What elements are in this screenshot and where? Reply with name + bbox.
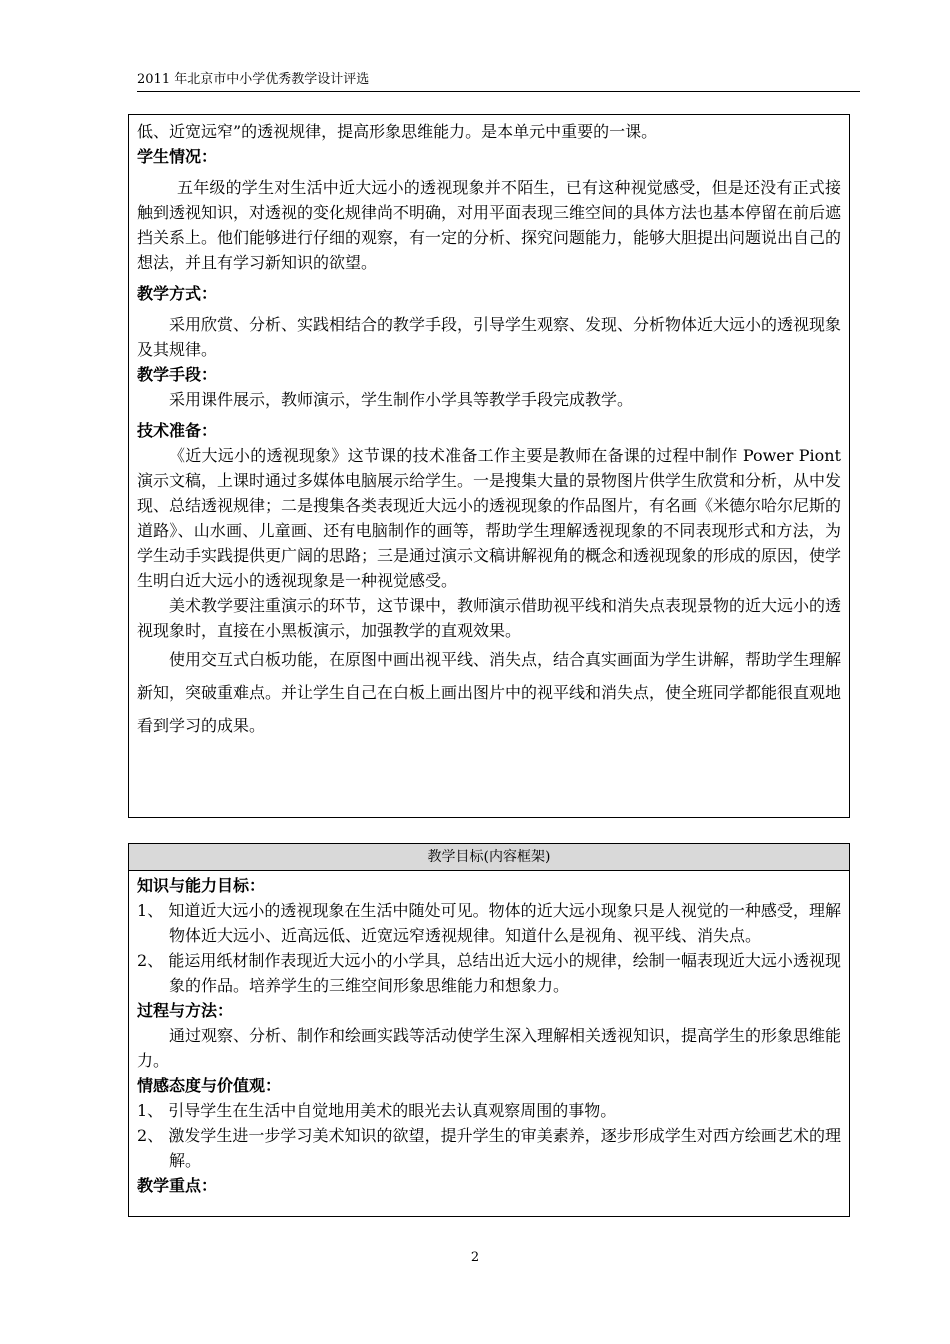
tech-preparation-text-1: 《近大远小的透视现象》这节课的技术准备工作主要是教师在备课的过程中制作 Power Piont 演示文稿，上课时通过多媒体电脑展示给学生。一是搜集大量的景物图片供学生欣赏和分析，从中发现、总结透视规律；二是搜集各类表现近大远小的透视现象的作品图片，有名画《米德尔哈尔尼斯的道路》、山水画、儿童画、还有电脑制作的画等，帮助学生理解透视现象的不同表现形式和方法，为学生动手实践提供更广阔的思路；三是通过演示文稿讲解视角的概念和透视现象的形成的原因，使学生明白近大远小的透视现象是一种视觉感受。 (137, 446, 842, 590)
teaching-method-text: 采用欣赏、分析、实践相结合的教学手段，引导学生观察、发现、分析物体近大远小的透视现象及其规律。 (137, 315, 842, 359)
teaching-key-heading: 教学重点： (137, 1176, 218, 1195)
knowledge-item-2: 2、 能运用纸材制作表现近大远小的小学具，总结出近大远小的规律，绘制一幅表现近大远小透视现象的作品。培养学生的三维空间形象思维能力和想象力。 (137, 951, 841, 995)
knowledge-ability-heading: 知识与能力目标： (137, 876, 266, 895)
teaching-goals-title: 教学目标(内容框架) (129, 844, 849, 871)
emotion-values-heading: 情感态度与价值观： (137, 1076, 282, 1095)
emotion-item-1: 1、 引导学生在生活中自觉地用美术的眼光去认真观察周围的事物。 (137, 1101, 617, 1120)
student-situation-text: 五年级的学生对生活中近大远小的透视现象并不陌生，已有这种视觉感受，但是还没有正式接触到透视知识，对透视的变化规律尚不明确，对用平面表现三维空间的具体方法也基本停留在前后遮挡关系上。他们能够进行仔细的观察，有一定的分析、探究问题能力，能够大胆提出问题说出自己的想法，并且有学习新知识的欲望。 (137, 178, 842, 272)
teaching-goals-box (128, 843, 850, 1217)
teaching-method-heading: 教学方式： (137, 284, 218, 303)
student-situation-heading: 学生情况： (137, 147, 218, 166)
teaching-means-text: 采用课件展示，教师演示，学生制作小学具等教学手段完成教学。 (169, 390, 634, 409)
tech-preparation-text-2: 美术教学要注重演示的环节，这节课中，教师演示借助视平线和消失点表现景物的近大远小的透视现象时，直接在小黑板演示，加强教学的直观效果。 (137, 596, 842, 640)
teaching-means-heading: 教学手段： (137, 365, 218, 384)
page-header: 2011 年北京市中小学优秀教学设计评选 (137, 68, 860, 92)
page-number: 2 (470, 1250, 480, 1265)
knowledge-item-1: 1、 知道近大远小的透视现象在生活中随处可见。物体的近大远小现象只是人视觉的一种感受，理解物体近大远小、近高远低、近宽远窄透视规律。知道什么是视角、视平线、消失点。 (137, 901, 841, 945)
tech-preparation-heading: 技术准备： (137, 421, 218, 440)
process-method-heading: 过程与方法： (137, 1001, 234, 1020)
intro-tail-text: 低、近宽远窄”的透视规律，提高形象思维能力。是本单元中重要的一课。 (137, 122, 658, 141)
process-method-text: 通过观察、分析、制作和绘画实践等活动使学生深入理解相关透视知识，提高学生的形象思维能力。 (137, 1026, 842, 1070)
tech-preparation-text-3: 使用交互式白板功能，在原图中画出视平线、消失点，结合真实画面为学生讲解，帮助学生理解新知，突破重难点。并让学生自己在白板上画出图片中的视平线和消失点，使全班同学都能很直观地看到学习的成果。 (137, 650, 842, 735)
teaching-background-box (128, 114, 850, 818)
emotion-item-2: 2、 激发学生进一步学习美术知识的欲望，提升学生的审美素养，逐步形成学生对西方绘画艺术的理解。 (137, 1126, 841, 1170)
